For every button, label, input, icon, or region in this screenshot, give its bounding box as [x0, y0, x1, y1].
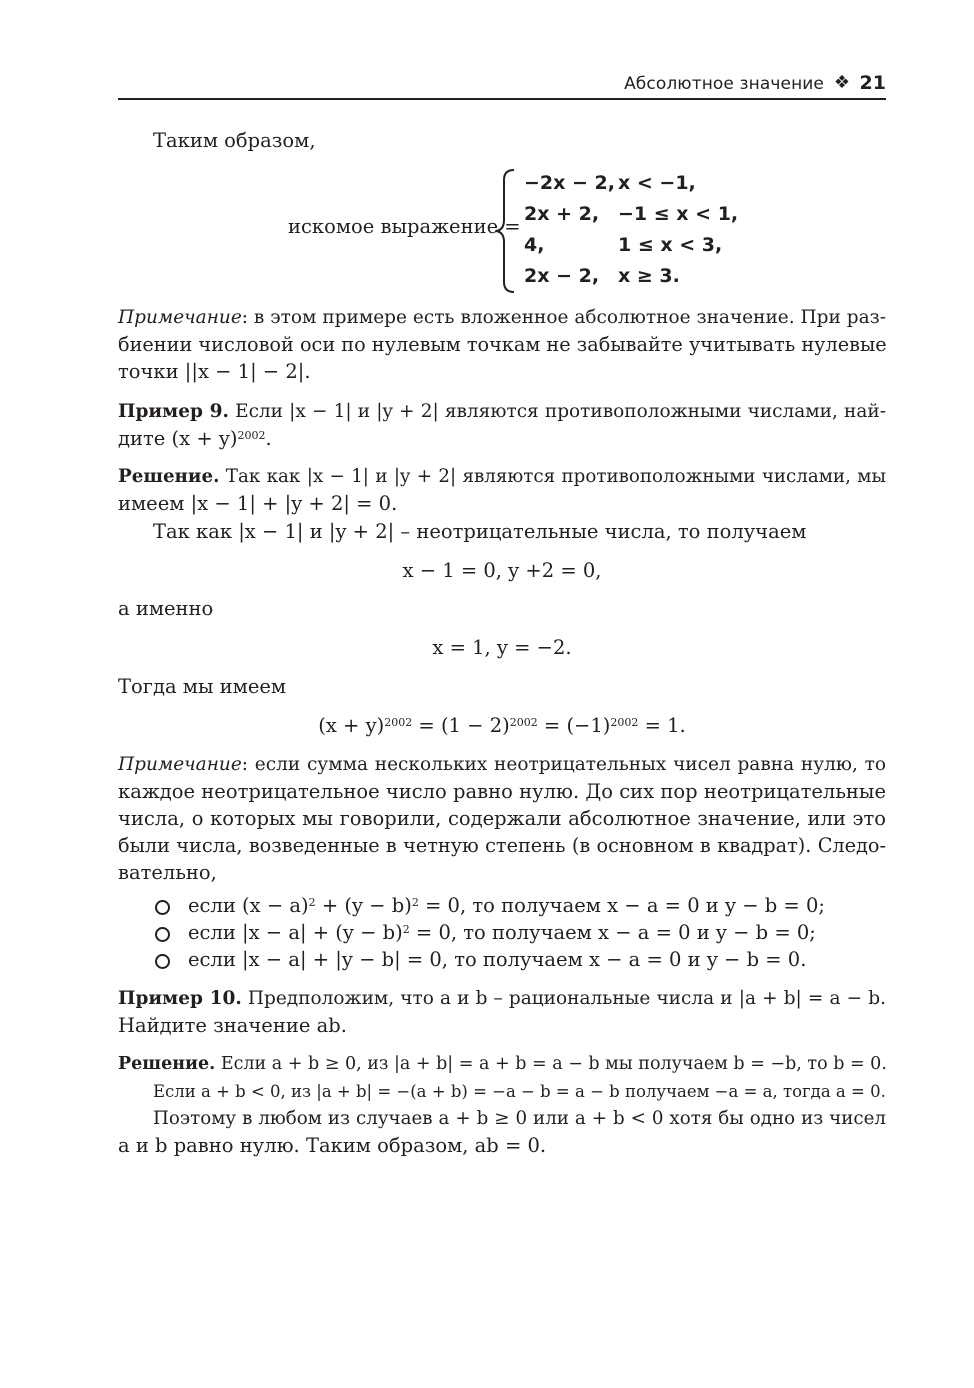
system-row [524, 172, 696, 194]
equation: x − 1 = 0, y +2 = 0, [402, 559, 602, 582]
row-condition: x < −1, [618, 172, 696, 194]
row-expression: 4, [524, 234, 545, 256]
system-row [524, 265, 680, 287]
example-label: Пример 9. [118, 401, 229, 422]
row-condition: 1 ≤ x < 3, [618, 234, 723, 256]
example10-line: Найдите значение ab. [118, 1014, 347, 1037]
bullet-icon [153, 950, 181, 970]
row-expression: 2x + 2, [524, 203, 600, 225]
text-line: Тогда мы имеем [118, 675, 287, 698]
row-expression: 2x − 2, [524, 265, 600, 287]
row-condition: −1 ≤ x < 1, [618, 203, 739, 225]
note2-line: были числа, возведенные в четную степень (в основном в квадрат). Следо- [118, 834, 886, 857]
row-condition: x ≥ 3. [618, 265, 680, 287]
ornament-icon: ❖ [833, 72, 850, 93]
note2-line: каждое неотрицательное число равно нулю. До сих пор неотрицательные [118, 780, 886, 803]
solution9-line: Так как |x − 1| и |y + 2| – неотрицательные числа, то получаем [153, 520, 807, 543]
example9-line: Пример 9. Если |x − 1| и |y + 2| являются противоположными числами, най- [118, 401, 886, 422]
solution10-line: Решение. Если a + b ≥ 0, из |a + b| = a + b = a − b мы получаем b = −b, то b = 0. [118, 1054, 887, 1074]
list-item: если |x − a| + |y − b| = 0, то получаем x − a = 0 и y − b = 0. [188, 948, 807, 971]
bullet-icon [153, 896, 181, 916]
solution9-line: имеем |x − 1| + |y + 2| = 0. [118, 492, 398, 515]
note2-line: числа, о которых мы говорили, содержали абсолютное значение, или это [118, 807, 886, 830]
text-line: а именно [118, 597, 214, 620]
note2-line: вательно, [118, 861, 217, 884]
list-item: если $|x - a| + (y - b)^2 = 0$, то получаем x − a = 0 и y − b = 0; [188, 921, 816, 944]
equation: $(x + y)^{2002} = (1 - 2)^{2002} = (-1)^{2002} = 1$. [318, 714, 686, 737]
system-lhs: искомое выражение = [288, 215, 521, 238]
equation: x = 1, y = −2. [432, 636, 572, 659]
bullet-icon [153, 923, 181, 943]
note1-line: биении числовой оси по нулевым точкам не забывайте учитывать нулевые [118, 333, 887, 356]
solution-label: Решение. [118, 1054, 216, 1074]
row-expression: −2x − 2, [524, 172, 615, 194]
note-label: Примечание [118, 754, 242, 775]
note2-line: Примечание: если сумма нескольких неотрицательных чисел равна нулю, то [118, 754, 886, 775]
note1-line: Примечание: в этом примере есть вложенное абсолютное значение. При раз- [118, 307, 886, 328]
running-header [118, 70, 886, 100]
page-number: 21 [859, 72, 886, 94]
piecewise-system [288, 168, 768, 294]
system-row [524, 234, 722, 256]
example10-line: Пример 10. Предположим, что a и b – рациональные числа и |a + b| = a − b. [118, 988, 886, 1009]
list-item: если $(x - a)^2 + (y - b)^2 = 0$, то получаем x − a = 0 и y − b = 0; [188, 894, 825, 917]
note1-line: точки ||x − 1| − 2|. [118, 360, 311, 383]
left-brace [494, 168, 520, 294]
chapter-title: Абсолютное значение [624, 74, 824, 94]
example9-line: дите $(x + y)^{2002}$. [118, 427, 272, 450]
intro-text: Таким образом, [153, 129, 316, 152]
solution9-line: Решение. Так как |x − 1| и |y + 2| являются противоположными числами, мы [118, 466, 886, 487]
solution10-line: Поэтому в любом из случаев a + b ≥ 0 или a + b < 0 хотя бы одно из чисел [153, 1108, 886, 1129]
example-label: Пример 10. [118, 988, 242, 1009]
solution10-line: Если a + b < 0, из |a + b| = −(a + b) = −a − b = a − b получаем −a = a, тогда a = 0. [153, 1082, 886, 1101]
note-label: Примечание [118, 307, 242, 328]
system-row [524, 203, 738, 225]
solution10-line: a и b равно нулю. Таким образом, ab = 0. [118, 1134, 547, 1157]
solution-label: Решение. [118, 466, 220, 487]
